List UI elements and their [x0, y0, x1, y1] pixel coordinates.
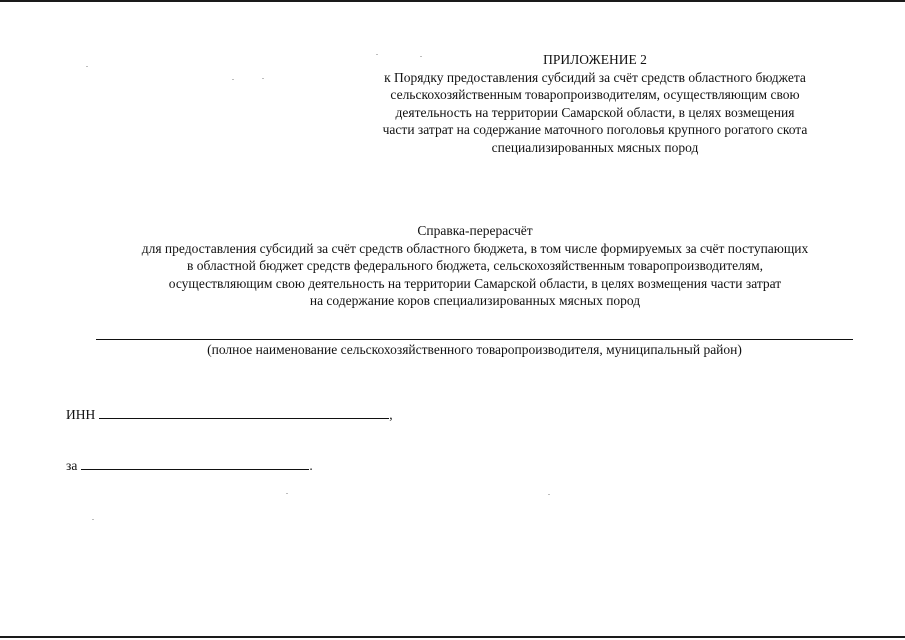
inn-label: ИНН	[66, 407, 96, 422]
appendix-title: ПРИЛОЖЕНИЕ 2	[543, 52, 647, 67]
producer-name-caption: (полное наименование сельскохозяйственного товаропроизводителя, муниципальный район)	[207, 342, 742, 357]
scan-speck	[86, 66, 88, 67]
period-blank[interactable]	[81, 457, 309, 470]
certificate-heading	[60, 222, 890, 310]
scan-speck	[92, 519, 94, 520]
scan-speck	[232, 79, 234, 80]
certificate-line: осуществляющим свою деятельность на территории Самарской области, в целях возмещения части затрат	[168, 275, 782, 291]
appendix-line: сельскохозяйственным товаропроизводителям, осуществляющим свою	[390, 87, 800, 103]
period-label: за	[66, 458, 78, 473]
inn-field	[66, 406, 393, 423]
scan-speck	[262, 78, 264, 79]
appendix-line: части затрат на содержание маточного поголовья крупного рогатого скота	[382, 122, 808, 138]
scan-speck	[548, 494, 550, 495]
certificate-line: в областной бюджет средств федерального бюджета, сельскохозяйственным товаропроизводителям,	[186, 258, 764, 273]
top-border-line	[0, 0, 905, 2]
inn-suffix: ,	[389, 407, 393, 422]
period-field	[66, 457, 313, 474]
period-suffix: .	[309, 458, 313, 473]
appendix-line: специализированных мясных пород	[491, 139, 699, 155]
certificate-line: на содержание коров специализированных мясных пород	[309, 293, 641, 308]
certificate-line: для предоставления субсидий за счёт средств областного бюджета, в том числе формируемых за счёт поступающих	[141, 240, 809, 256]
appendix-header	[340, 51, 850, 157]
appendix-line: деятельность на территории Самарской области, в целях возмещения	[395, 104, 795, 120]
inn-blank[interactable]	[99, 406, 389, 419]
scan-speck	[286, 493, 288, 494]
scan-speck	[420, 56, 422, 57]
producer-name-line[interactable]	[96, 339, 853, 340]
appendix-line: к Порядку предоставления субсидий за счёт средств областного бюджета	[384, 69, 806, 85]
bottom-border-line	[0, 636, 905, 638]
certificate-title: Справка-перерасчёт	[417, 223, 533, 238]
scan-speck	[376, 54, 378, 55]
